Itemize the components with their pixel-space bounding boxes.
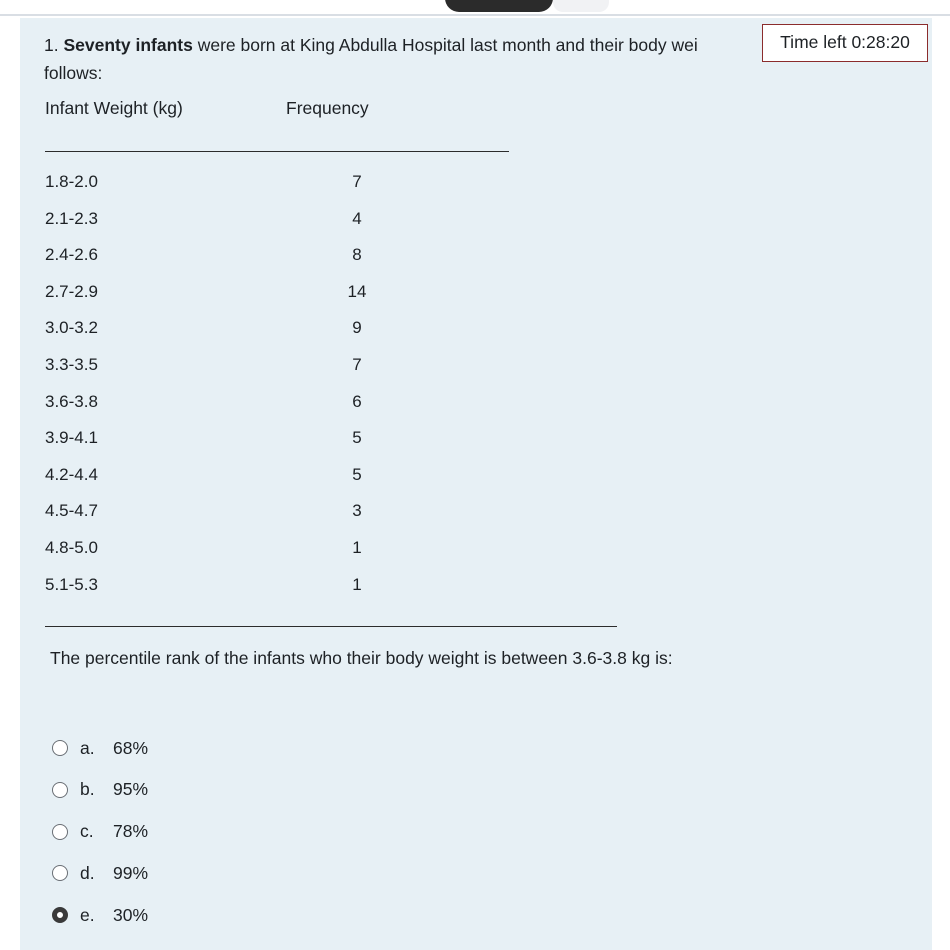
- header-frequency: Frequency: [286, 98, 369, 118]
- option-value: 99%: [113, 862, 149, 883]
- table-row-weight: 3.6-3.8: [45, 391, 98, 411]
- table-row-frequency: 3: [352, 501, 362, 521]
- table-row-frequency: 9: [352, 318, 362, 338]
- table-row-frequency: 1: [352, 574, 362, 594]
- device-notch: [445, 0, 553, 12]
- table-row-frequency: 7: [352, 355, 362, 374]
- notch-shadow: [553, 0, 609, 12]
- header-infant-weight: Infant Weight (kg): [45, 98, 183, 118]
- table-row-frequency: 7: [352, 172, 362, 191]
- time-left-timer: Time left 0:28:20: [762, 24, 928, 62]
- option-value: 30%: [113, 904, 149, 925]
- table-row-frequency: 1: [352, 538, 362, 557]
- answer-option-b[interactable]: [52, 777, 148, 803]
- option-letter: d.: [80, 862, 95, 883]
- option-value: 95%: [113, 779, 149, 800]
- table-row-frequency: 6: [352, 391, 362, 411]
- table-row-weight: 2.4-2.6: [45, 245, 98, 265]
- table-row-frequency: 4: [352, 208, 362, 228]
- option-letter: e.: [80, 904, 95, 925]
- option-letter: b.: [80, 779, 95, 800]
- table-row-weight: 1.8-2.0: [45, 172, 98, 191]
- table-row-weight: 4.2-4.4: [45, 464, 98, 484]
- option-value: 78%: [113, 821, 149, 842]
- table-row-weight: 2.7-2.9: [45, 281, 98, 301]
- radio-button[interactable]: [52, 865, 68, 881]
- table-row-weight: 2.1-2.3: [45, 208, 98, 228]
- answer-option-e[interactable]: [52, 902, 148, 928]
- question-text-rest: were born at King Abdulla Hospital last month and their body wei: [192, 35, 698, 55]
- option-value: 68%: [113, 737, 149, 758]
- table-row-frequency: 14: [347, 281, 367, 301]
- table-row-frequency: 5: [352, 428, 362, 448]
- table-bottom-rule: [45, 626, 617, 627]
- radio-button[interactable]: [52, 782, 68, 798]
- radio-button[interactable]: [52, 907, 68, 923]
- question-panel: [20, 18, 932, 950]
- answer-option-c[interactable]: [52, 819, 148, 845]
- table-row-weight: 4.5-4.7: [45, 501, 98, 521]
- radio-button[interactable]: [52, 824, 68, 840]
- table-row-weight: 3.9-4.1: [45, 428, 98, 448]
- option-letter: c.: [80, 821, 94, 842]
- answer-option-d[interactable]: [52, 860, 148, 886]
- question-text-line2: follows:: [44, 63, 103, 83]
- question-prompt: The percentile rank of the infants who their body weight is between 3.6-3.8 kg is:: [50, 648, 673, 668]
- answer-option-a[interactable]: [52, 735, 148, 761]
- table-row-weight: 3.0-3.2: [45, 318, 98, 338]
- table-row-weight: 3.3-3.5: [45, 355, 98, 374]
- option-letter: a.: [80, 737, 95, 758]
- table-row-weight: 4.8-5.0: [45, 538, 98, 557]
- table-row-frequency: 8: [352, 245, 362, 265]
- radio-button[interactable]: [52, 740, 68, 756]
- question-bold-lead: Seventy infants: [63, 35, 193, 55]
- question-number: 1.: [44, 35, 59, 55]
- table-row-frequency: 5: [352, 464, 362, 484]
- table-row-weight: 5.1-5.3: [45, 574, 98, 594]
- table-top-rule: [45, 151, 509, 152]
